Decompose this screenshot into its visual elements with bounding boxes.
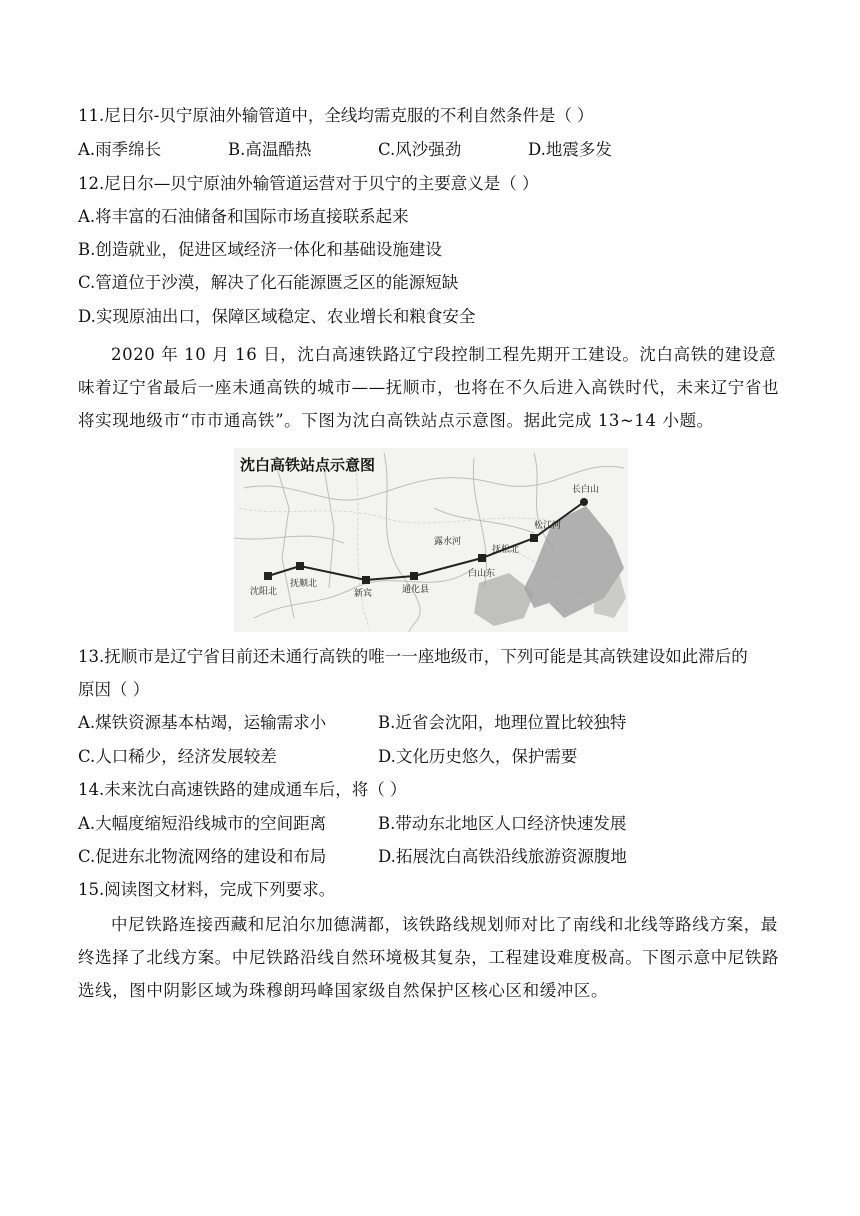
passage-shenbai: 2020 年 10 月 16 日，沈白高速铁路辽宁段控制工程先期开工建设。沈白高铁的建设意味着辽宁省最后一座未通高铁的城市——抚顺市，也将在不久后进入高铁时代，未来辽宁省也将实现地级市“市市通高铁”。下图为沈白高铁站点示意图。据此完成 13~14 小题。: [78, 345, 780, 430]
option-13b: B.近省会沈阳，地理位置比较独特: [378, 713, 627, 732]
option-12b: B.创造就业，促进区域经济一体化和基础设施建设: [78, 240, 442, 259]
station-label: 沈阳北: [250, 587, 278, 597]
question-14-stem: 14.未来沈白高速铁路的建成通车后，将（ ）: [78, 780, 407, 799]
option-11b: B.高温酷热: [228, 140, 312, 159]
question-13-stem-line1: 13.抚顺市是辽宁省目前还未通行高铁的唯一一座地级市，下列可能是其高铁建设如此滞后的: [78, 647, 748, 666]
shenbai-railway-map: [234, 448, 628, 632]
question-12-stem: 12.尼日尔—贝宁原油外输管道运营对于贝宁的主要意义是（ ）: [78, 174, 539, 193]
station-label: 通化县: [402, 585, 430, 595]
station-label: 长白山: [572, 485, 600, 495]
option-11d: D.地震多发: [528, 140, 612, 159]
option-14d: D.拓展沈白高铁沿线旅游资源腹地: [378, 847, 627, 866]
option-14c: C.促进东北物流网络的建设和布局: [78, 847, 327, 866]
question-14-options-row2: [78, 845, 678, 869]
option-12d: D.实现原油出口，保障区域稳定、农业增长和粮食安全: [78, 307, 476, 326]
option-11c: C.风沙强劲: [378, 140, 462, 159]
option-13a: A.煤铁资源基本枯竭，运输需求小: [78, 713, 327, 732]
question-11-stem: 11.尼日尔-贝宁原油外输管道中，全线均需克服的不利自然条件是（ ）: [78, 106, 594, 125]
question-13-stem-line2: 原因（ ）: [78, 680, 150, 699]
option-13c: C.人口稀少，经济发展较差: [78, 747, 277, 766]
option-13d: D.文化历史悠久，保护需要: [378, 747, 578, 766]
option-14a: A.大幅度缩短沿线城市的空间距离: [78, 814, 327, 833]
question-14-options-row1: [78, 812, 678, 836]
station-label: 抚松北: [492, 545, 520, 555]
station-label: 露水河: [434, 537, 462, 547]
option-11a: A.雨季绵长: [78, 140, 162, 159]
question-13-options-row2: [78, 745, 678, 769]
station-label: 抚顺北: [290, 579, 318, 589]
map-title: 沈白高铁站点示意图: [240, 456, 376, 474]
option-14b: B.带动东北地区人口经济快速发展: [378, 814, 627, 833]
station-label: 白山东: [468, 569, 496, 579]
question-15-stem: 15.阅读图文材料，完成下列要求。: [78, 880, 336, 899]
passage-china-nepal-railway: 中尼铁路连接西藏和尼泊尔加德满都，该铁路线规划师对比了南线和北线等路线方案，最终选择了北线方案。中尼铁路沿线自然环境极其复杂，工程建设难度极高。下图示意中尼铁路选线，图中阴影区域为珠穆朗玛峰国家级自然保护区核心区和缓冲区。: [78, 915, 780, 1000]
question-13-options-row1: [78, 711, 678, 735]
station-label: 新宾: [354, 589, 373, 599]
station-label: 松江河: [534, 521, 562, 531]
option-12c: C.管道位于沙漠，解决了化石能源匮乏区的能源短缺: [78, 273, 459, 292]
question-11-options: [78, 138, 678, 162]
option-12a: A.将丰富的石油储备和国际市场直接联系起来: [78, 207, 409, 226]
